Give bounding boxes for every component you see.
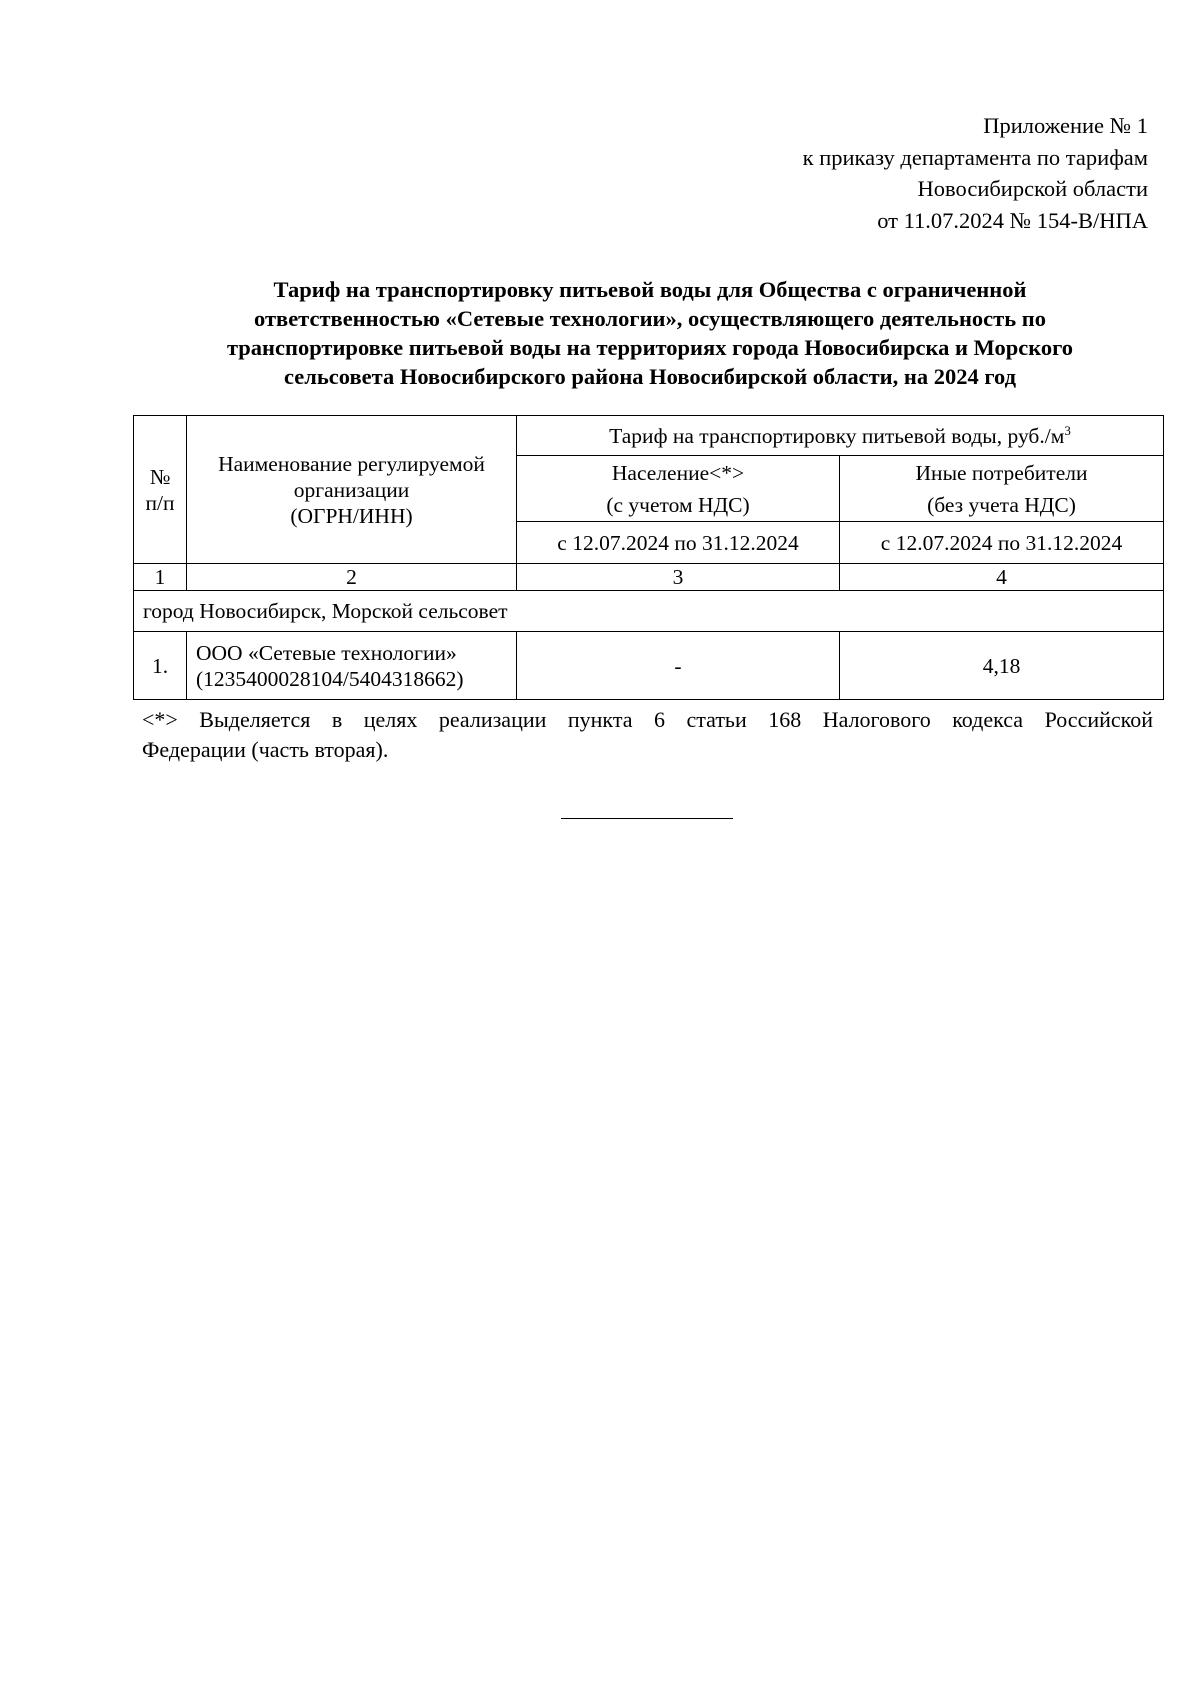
header-org-line-2: организации <box>293 477 410 502</box>
header-organization <box>187 416 517 564</box>
row-org-ids: (1235400028104/5404318662) <box>196 666 464 691</box>
header-population-vat: (с учетом НДС) <box>606 492 750 517</box>
row-org-name: ООО «Сетевые технологии» <box>196 640 457 665</box>
document-title <box>130 275 1170 391</box>
title-line-4: сельсовета Новосибирского района Новосибирской области, на 2024 год <box>284 364 1016 389</box>
header-tariff <box>517 416 1164 456</box>
header-other-label: Иные потребители <box>915 460 1088 485</box>
header-other-vat: (без учета НДС) <box>927 492 1076 517</box>
header-tariff-text: Тариф на транспортировку питьевой воды, руб./м <box>609 423 1065 448</box>
header-number-sign: № <box>149 464 171 489</box>
row-organization <box>187 632 517 700</box>
column-number-2: 2 <box>187 564 517 591</box>
territory-row: город Новосибирск, Морской сельсовет <box>134 591 1164 632</box>
annex-region: Новосибирской области <box>917 176 1148 201</box>
column-number-1: 1 <box>134 564 187 591</box>
row-population-tariff: - <box>517 632 840 700</box>
header-population-label: Население<*> <box>611 460 745 485</box>
table-row <box>134 632 1164 700</box>
header-number <box>134 416 187 564</box>
annex-order-date: от 11.07.2024 № 154-В/НПА <box>877 207 1148 233</box>
header-org-line-3: (ОГРН/ИНН) <box>290 503 413 528</box>
column-number-3: 3 <box>517 564 840 591</box>
end-separator-line <box>561 818 733 819</box>
header-tariff-superscript: 3 <box>1064 422 1071 438</box>
title-line-3: транспортировке питьевой воды на территориях города Новосибирска и Морского <box>226 335 1074 360</box>
annex-order-ref: к приказу департамента по тарифам <box>802 144 1148 170</box>
annex-block <box>803 110 1148 236</box>
column-number-4: 4 <box>840 564 1164 591</box>
header-population-period: с 12.07.2024 по 31.12.2024 <box>517 522 840 564</box>
footnote <box>142 705 1153 765</box>
row-other-tariff: 4,18 <box>840 632 1164 700</box>
footnote-line-2: Федерации (часть вторая). <box>142 737 389 762</box>
header-other-period: с 12.07.2024 по 31.12.2024 <box>840 522 1164 564</box>
row-number: 1. <box>134 632 187 700</box>
header-population <box>517 456 840 522</box>
footnote-line-1: <*> Выделяется в целях реализации пункта 6 статьи 168 Налогового кодекса Российской <box>142 707 1153 732</box>
title-line-1: Тариф на транспортировку питьевой воды для Общества с ограниченной <box>273 277 1027 302</box>
tariff-table <box>133 415 1164 700</box>
annex-title: Приложение № 1 <box>983 113 1148 138</box>
header-other-consumers <box>840 456 1164 522</box>
title-line-2: ответственностью «Сетевые технологии», осуществляющего деятельность по <box>254 306 1046 331</box>
header-org-line-1: Наименование регулируемой <box>218 451 485 476</box>
header-number-abbr: п/п <box>145 490 175 515</box>
